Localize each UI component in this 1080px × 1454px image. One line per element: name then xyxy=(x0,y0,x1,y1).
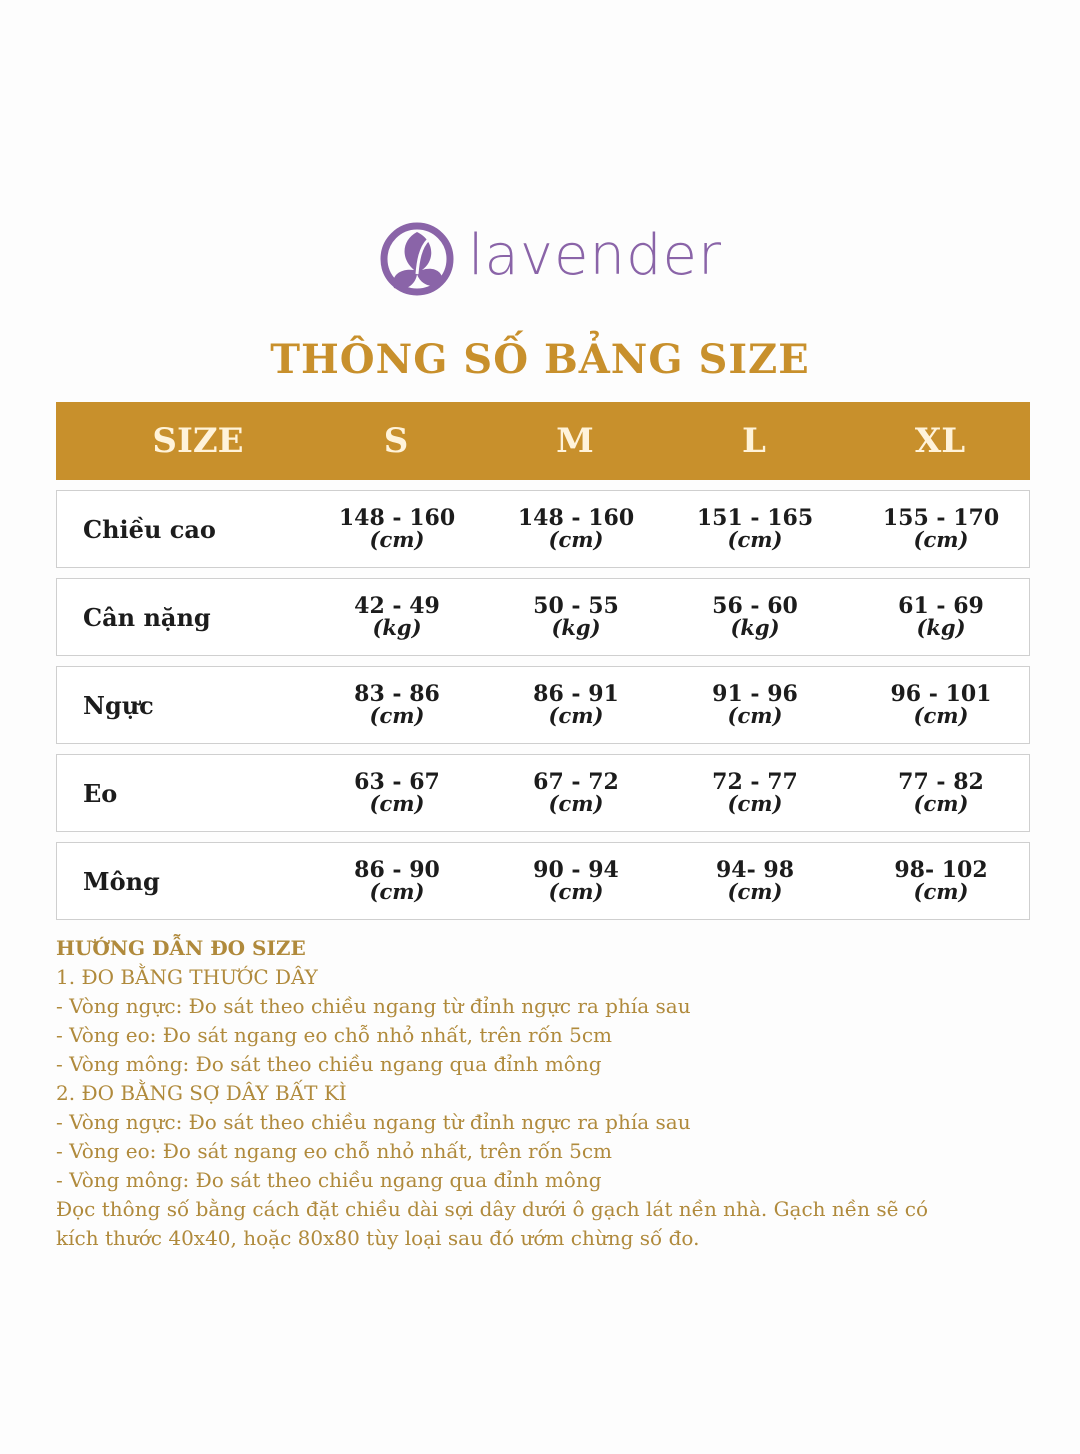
value-cell: 50 - 55 (kg) xyxy=(533,593,619,640)
value-cell: 96 - 101 (cm) xyxy=(890,681,992,728)
table-header xyxy=(56,402,1030,480)
guide-line: - Vòng mông: Đo sát theo chiều ngang qua đỉnh mông xyxy=(56,1052,602,1076)
value-cell: 94- 98 (cm) xyxy=(715,857,795,904)
header-l: L xyxy=(742,421,766,461)
value-cell: 83 - 86 (cm) xyxy=(354,681,440,728)
row-label: Eo xyxy=(83,778,118,808)
guide-line: 2. ĐO BẰNG SỢ DÂY BẤT KÌ xyxy=(56,1081,347,1105)
header-xl: XL xyxy=(914,421,966,461)
value-cell: 61 - 69 (kg) xyxy=(898,593,984,640)
value-cell: 90 - 94 (cm) xyxy=(533,857,619,904)
guide-line: - Vòng mông: Đo sát theo chiều ngang qua đỉnh mông xyxy=(56,1168,602,1192)
header-s: S xyxy=(383,421,409,461)
value-cell: 151 - 165 (cm) xyxy=(696,505,814,552)
value-cell: 72 - 77 (cm) xyxy=(712,769,798,816)
row-label: Cân nặng xyxy=(83,602,211,632)
value-cell: 86 - 91 (cm) xyxy=(533,681,619,728)
guide-title: HƯỚNG DẪN ĐO SIZE xyxy=(56,936,306,960)
guide-line: Đọc thông số bằng cách đặt chiều dài sợi dây dưới ô gạch lát nền nhà. Gạch nền sẽ có xyxy=(56,1197,929,1221)
lavender-logo-icon xyxy=(380,218,454,300)
table-row-bust xyxy=(56,666,1030,744)
guide-line: - Vòng ngực: Đo sát theo chiều ngang từ đỉnh ngực ra phía sau xyxy=(56,994,691,1018)
value-cell: 148 - 160 (cm) xyxy=(517,505,635,552)
guide-line: - Vòng eo: Đo sát ngang eo chỗ nhỏ nhất, trên rốn 5cm xyxy=(56,1023,612,1047)
header-m: M xyxy=(556,421,594,461)
row-label: Ngực xyxy=(83,690,154,720)
table-row-height xyxy=(56,490,1030,568)
value-cell: 63 - 67 (cm) xyxy=(354,769,440,816)
value-cell: 91 - 96 (cm) xyxy=(712,681,798,728)
value-cell: 86 - 90 (cm) xyxy=(354,857,440,904)
guide-line: kích thước 40x40, hoặc 80x80 tùy loại sau đó ướm chừng số đo. xyxy=(56,1226,700,1250)
value-cell: 42 - 49 (kg) xyxy=(354,593,440,640)
measuring-guide xyxy=(56,934,996,1253)
page-title: THÔNG SỐ BẢNG SIZE xyxy=(270,336,810,383)
value-cell: 56 - 60 (kg) xyxy=(712,593,798,640)
header-size: SIZE xyxy=(152,421,244,461)
value-cell: 67 - 72 (cm) xyxy=(533,769,619,816)
guide-line: - Vòng eo: Đo sát ngang eo chỗ nhỏ nhất, trên rốn 5cm xyxy=(56,1139,612,1163)
brand-logo xyxy=(380,218,722,300)
row-label: Chiều cao xyxy=(83,514,216,544)
table-row-waist xyxy=(56,754,1030,832)
value-cell: 148 - 160 (cm) xyxy=(338,505,456,552)
value-cell: 98- 102 (cm) xyxy=(894,857,988,904)
value-cell: 77 - 82 (cm) xyxy=(898,769,984,816)
brand-name: lavender xyxy=(468,223,722,288)
table-row-hip xyxy=(56,842,1030,920)
row-label: Mông xyxy=(83,866,160,896)
guide-line: 1. ĐO BẰNG THƯỚC DÂY xyxy=(56,965,318,989)
guide-line: - Vòng ngực: Đo sát theo chiều ngang từ đỉnh ngực ra phía sau xyxy=(56,1110,691,1134)
value-cell: 155 - 170 (cm) xyxy=(882,505,1000,552)
table-row-weight xyxy=(56,578,1030,656)
